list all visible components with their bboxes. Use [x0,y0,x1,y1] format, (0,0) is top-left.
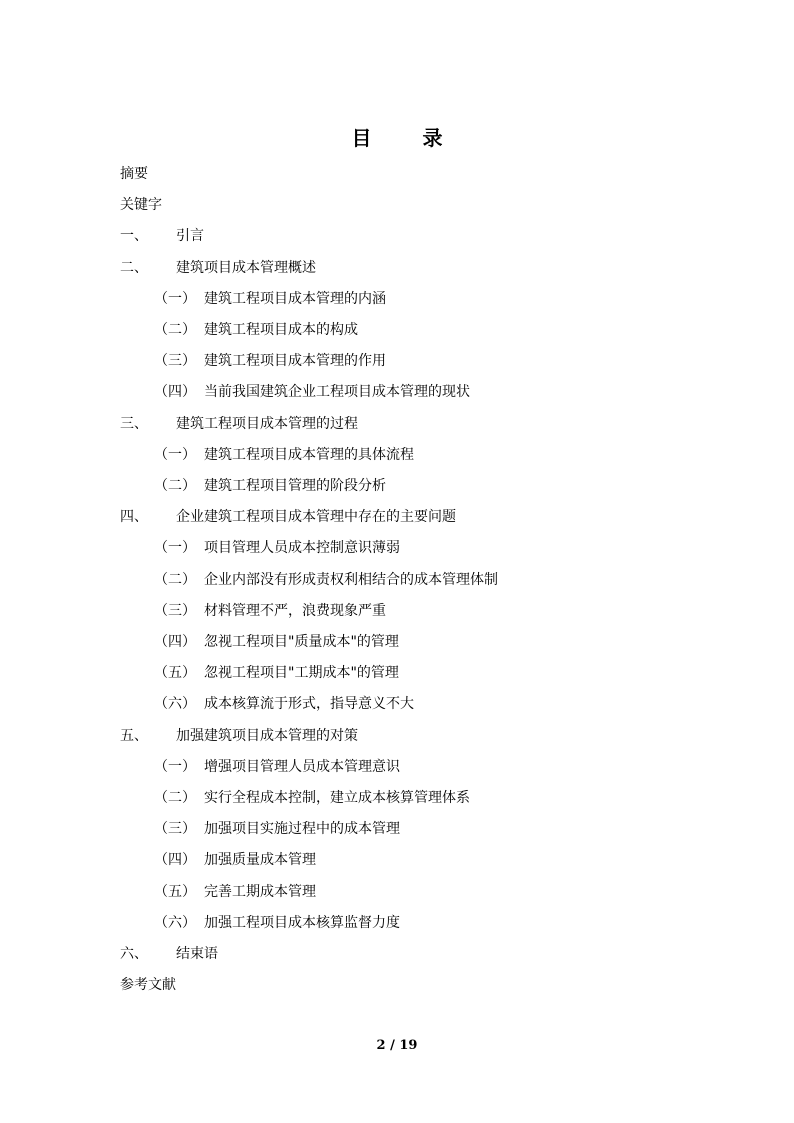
toc-entry-text: 实行全程成本控制，建立成本核算管理体系 [204,790,470,806]
toc-entry-text: 建筑工程项目成本管理的作用 [204,353,386,370]
toc-entry[interactable] [120,507,456,527]
toc-entry[interactable] [120,195,162,215]
toc-entry-text: 建筑工程项目成本管理的过程 [176,415,358,432]
toc-entry-number: （五） [154,665,196,682]
toc-entry-number: （六） [154,914,196,931]
toc-entry[interactable] [154,819,400,839]
toc-entry-text: 引言 [176,228,204,245]
toc-entry-text: 项目管理人员成本控制意识薄弱 [204,540,400,557]
toc-entry[interactable] [154,850,316,870]
toc-entry[interactable] [120,975,176,995]
toc-entry-text: 材料管理不严，浪费现象严重 [204,602,386,619]
toc-entry-text: 成本核算流于形式，指导意义不大 [204,696,414,713]
toc-entry[interactable] [154,382,470,402]
toc-entry-number: （四） [154,852,196,869]
toc-entry-number: （三） [154,602,196,619]
toc-entry-text: 建筑项目成本管理概述 [176,259,316,276]
toc-entry-text: 摘要 [120,166,148,182]
toc-entry[interactable] [120,944,218,964]
toc-entry-number: （二） [154,322,196,338]
toc-entry[interactable] [154,320,358,340]
toc-entry-number: 五、 [120,727,148,744]
toc-entry[interactable] [154,601,386,621]
toc-entry[interactable] [154,663,399,683]
toc-entry-number: （二） [154,790,196,806]
toc-entry[interactable] [154,476,386,496]
page-number: 2 / 19 [376,1038,418,1053]
toc-entry-number: 三、 [120,415,148,432]
toc-entry-number: （二） [154,478,196,494]
toc-entry[interactable] [154,694,414,714]
toc-entry[interactable] [154,632,399,652]
toc-entry-number: （二） [154,571,196,588]
toc-entry[interactable] [154,788,470,808]
toc-entry-number: （一） [154,290,196,307]
toc-entry[interactable] [120,258,316,278]
toc-entry-number: （四） [154,384,196,401]
toc-entry-number: （四） [154,634,196,650]
toc-entry-number: （一） [154,758,196,775]
toc-entry-text: 企业内部没有形成责权利相结合的成本管理体制 [204,571,498,588]
toc-entry[interactable] [154,445,414,465]
page-title: 目 录 [351,126,465,150]
toc-entry[interactable] [154,913,400,933]
toc-entry-number: 六、 [120,946,148,962]
toc-entry-number: （一） [154,446,196,463]
toc-entry[interactable] [154,289,386,309]
toc-entry[interactable] [120,726,358,746]
toc-entry-number: （三） [154,353,196,370]
toc-entry[interactable] [120,226,204,246]
toc-entry-text: 关键字 [120,197,162,214]
toc-entry-text: 加强质量成本管理 [204,852,316,869]
toc-entry[interactable] [154,570,498,590]
toc-entry[interactable] [154,351,386,371]
toc-entry-number: （五） [154,883,196,900]
toc-entry-text: 建筑工程项目成本管理的内涵 [204,290,386,307]
toc-entry-number: 一、 [120,228,148,245]
toc-entry-number: （三） [154,821,196,838]
toc-entry[interactable] [154,538,400,558]
toc-entry-text: 完善工期成本管理 [204,883,316,900]
toc-entry-text: 结束语 [176,946,218,962]
toc-entry-text: 参考文献 [120,977,176,994]
toc-entry-number: 二、 [120,259,148,276]
toc-entry-text: 忽视工程项目"工期成本"的管理 [204,665,399,682]
toc-entry-number: （一） [154,540,196,557]
toc-entry-text: 企业建筑工程项目成本管理中存在的主要问题 [176,509,456,526]
toc-entry-text: 建筑工程项目管理的阶段分析 [204,478,386,494]
toc-entry-text: 建筑工程项目成本管理的具体流程 [204,446,414,463]
toc-entry[interactable] [120,164,148,184]
toc-entry-text: 增强项目管理人员成本管理意识 [204,758,400,775]
toc-entry-text: 加强工程项目成本核算监督力度 [204,914,400,931]
toc-entry[interactable] [120,414,358,434]
toc-entry-text: 当前我国建筑企业工程项目成本管理的现状 [204,384,470,401]
toc-entry-text: 建筑工程项目成本的构成 [204,322,358,338]
toc-entry-text: 忽视工程项目"质量成本"的管理 [204,634,399,650]
toc-entry-text: 加强建筑项目成本管理的对策 [176,727,358,744]
toc-entry-text: 加强项目实施过程中的成本管理 [204,821,400,838]
toc-entry[interactable] [154,882,316,902]
toc-entry-number: 四、 [120,509,148,526]
toc-entry[interactable] [154,757,400,777]
toc-entry-number: （六） [154,696,196,713]
